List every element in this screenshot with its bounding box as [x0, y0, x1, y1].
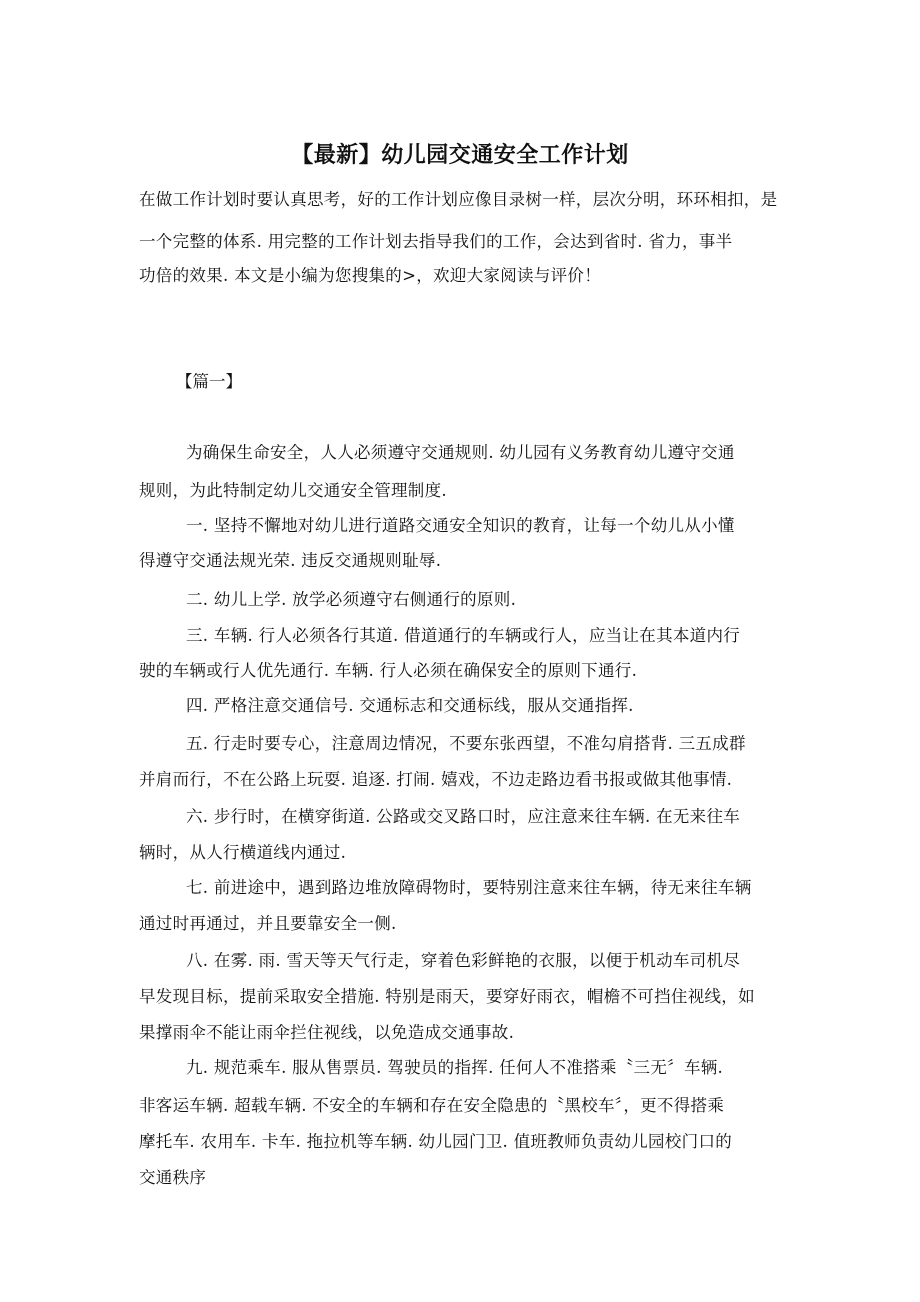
paragraph-line: 非客运车辆. 超载车辆. 不安全的车辆和存在安全隐患的〝黑校车〞，更不得搭乘: [139, 1096, 725, 1115]
document-title: 【最新】幼儿园交通安全工作计划: [291, 142, 629, 168]
paragraph-line: 三. 车辆. 行人必须各行其道. 借道通行的车辆或行人，应当让在其本道内行: [186, 626, 741, 645]
paragraph-line: 驶的车辆或行人优先通行. 车辆. 行人必须在确保安全的原则下通行.: [139, 661, 638, 680]
paragraph-line: 通过时再通过，并且要靠安全一侧.: [139, 914, 397, 933]
paragraph-line: 早发现目标，提前采取安全措施. 特别是雨天，要穿好雨衣，帽檐不可挡住视线，如: [139, 987, 755, 1006]
paragraph-line: 一. 坚持不懈地对幼儿进行道路交通安全知识的教育，让每一个幼儿从小懂: [186, 516, 735, 535]
intro-line-3: 功倍的效果. 本文是小编为您搜集的>，欢迎大家阅读与评价！: [139, 266, 602, 285]
paragraph-line: 规则，为此特制定幼儿交通安全管理制度.: [139, 481, 447, 500]
paragraph-line: 果撑雨伞不能让雨伞拦住视线，以免造成交通事故.: [139, 1023, 515, 1042]
section-heading: 【篇一】: [176, 372, 242, 391]
intro-line-2: 一个完整的体系. 用完整的工作计划去指导我们的工作，会达到省时. 省力，事半: [139, 232, 733, 251]
paragraph-line: 五. 行走时要专心，注意周边情况，不要东张西望，不准勾肩搭背. 三五成群: [186, 734, 746, 753]
paragraph-line: 二. 幼儿上学. 放学必须遵守右侧通行的原则.: [186, 590, 517, 609]
paragraph-line: 得遵守交通法规光荣. 违反交通规则耻辱.: [139, 551, 442, 570]
paragraph-line: 四. 严格注意交通信号. 交通标志和交通标线，服从交通指挥.: [186, 696, 634, 715]
paragraph-line: 辆时，从人行横道线内通过.: [139, 843, 347, 862]
paragraph-line: 为确保生命安全，人人必须遵守交通规则. 幼儿园有义务教育幼儿遵守交通: [186, 443, 735, 462]
paragraph-line: 九. 规范乘车. 服从售票员. 驾驶员的指挥. 任何人不准搭乘〝三无〞车辆.: [186, 1058, 724, 1077]
paragraph-line: 六. 步行时，在横穿街道. 公路或交叉路口时，应注意来往车辆. 在无来往车: [186, 807, 741, 826]
paragraph-line: 八. 在雾. 雨. 雪天等天气行走，穿着色彩鲜艳的衣服，以便于机动车司机尽: [186, 951, 741, 970]
paragraph-line: 并肩而行，不在公路上玩耍. 追逐. 打闹. 嬉戏，不边走路边看书报或做其他事情.: [139, 770, 733, 789]
paragraph-line: 摩托车. 农用车. 卡车. 拖拉机等车辆. 幼儿园门卫. 值班教师负责幼儿园校门口的: [139, 1132, 733, 1151]
intro-line-1: 在做工作计划时要认真思考，好的工作计划应像目录树一样，层次分明，环环相扣，是: [139, 190, 778, 209]
paragraph-line: 交通秩序: [139, 1168, 207, 1187]
paragraph-line: 七. 前进途中，遇到路边堆放障碍物时，要特别注意来往车辆，待无来往车辆: [186, 878, 752, 897]
